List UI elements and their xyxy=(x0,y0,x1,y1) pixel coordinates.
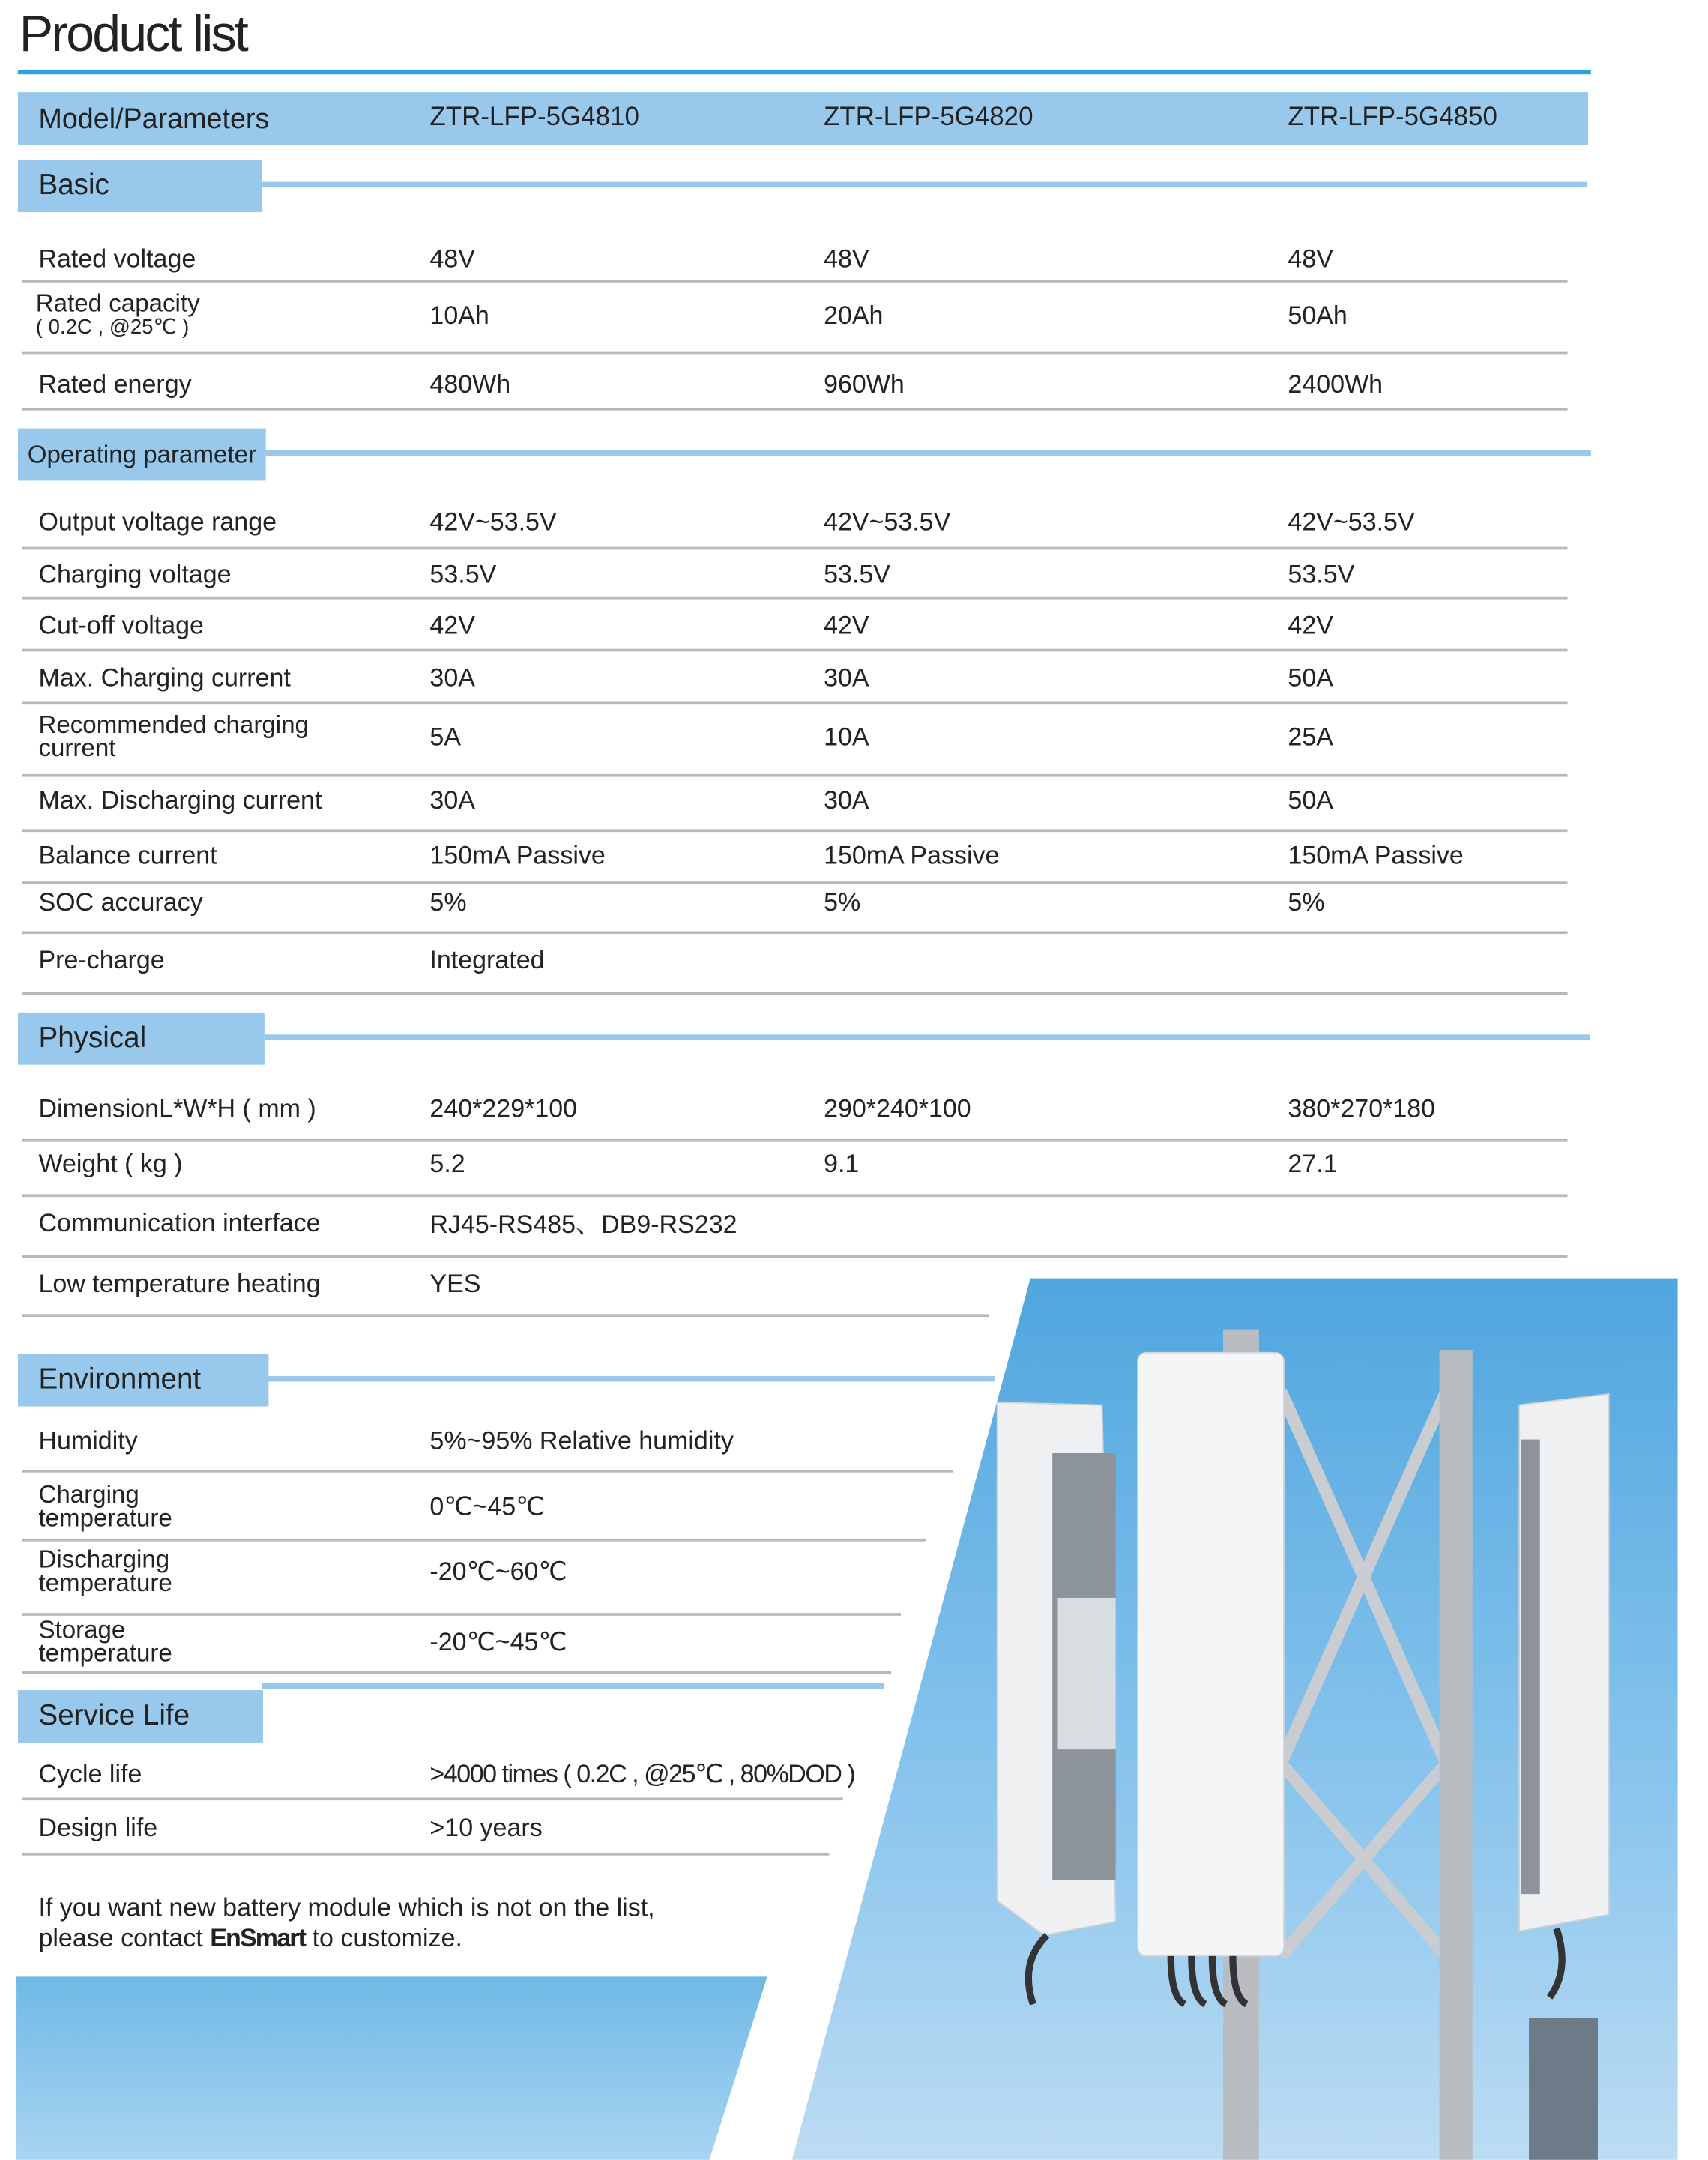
row-sublabel: ( 0.2C , @25℃ ) xyxy=(35,315,190,340)
row-value: 27.1 xyxy=(1288,1148,1338,1178)
row-label xyxy=(38,711,309,762)
row-label-text: Discharging xyxy=(38,1545,170,1573)
section-tab: Physical xyxy=(18,1013,265,1065)
section-tab: Service Life xyxy=(18,1690,263,1743)
row-label: DimensionL*W*H ( mm ) xyxy=(38,1093,316,1123)
row-label: Output voltage range xyxy=(38,507,277,536)
row-label: Charging voltage xyxy=(38,559,232,588)
row-value: 0℃~45℃ xyxy=(429,1491,545,1521)
row-value: 30A xyxy=(824,785,869,815)
header-model-1: ZTR-LFP-5G4810 xyxy=(429,103,639,133)
row-value: 42V xyxy=(824,610,869,639)
row-value: 10Ah xyxy=(429,300,489,330)
row-label: Low temperature heating xyxy=(38,1268,321,1298)
row-value: 960Wh xyxy=(824,369,905,399)
row-value: Integrated xyxy=(429,944,545,974)
row-value: 150mA Passive xyxy=(1288,840,1464,869)
row-value: 5% xyxy=(429,887,467,917)
row-value: 150mA Passive xyxy=(824,840,1000,869)
row-value: 10A xyxy=(824,722,869,751)
row-divider xyxy=(22,931,1567,933)
row-value: 50A xyxy=(1288,663,1333,692)
row-value: 50Ah xyxy=(1288,300,1348,330)
row-label xyxy=(35,289,200,340)
row-label xyxy=(38,1480,172,1532)
row-label: Balance current xyxy=(38,840,217,869)
row-divider xyxy=(22,881,1567,884)
row-divider xyxy=(22,1255,1567,1257)
brand-name: EnSmart xyxy=(210,1922,306,1952)
row-divider xyxy=(22,701,1567,703)
row-divider xyxy=(22,1613,901,1615)
section-divider xyxy=(262,182,1587,187)
row-divider xyxy=(22,352,1567,354)
tower-photo xyxy=(792,1279,1678,2160)
row-divider xyxy=(22,774,1567,776)
row-divider xyxy=(22,1671,891,1673)
row-value: 240*229*100 xyxy=(429,1093,578,1123)
footer-note xyxy=(38,1892,654,1953)
row-label xyxy=(38,1545,172,1597)
row-divider xyxy=(22,829,1567,831)
row-divider xyxy=(22,649,1567,651)
row-divider xyxy=(22,280,1567,282)
row-value: -20℃~60℃ xyxy=(429,1556,567,1586)
row-value: 9.1 xyxy=(824,1148,860,1178)
row-value: 150mA Passive xyxy=(429,840,606,869)
row-value: 30A xyxy=(429,785,475,815)
footer-text: please contact xyxy=(38,1922,211,1952)
row-sublabel: temperature xyxy=(38,1569,172,1597)
row-value: 50A xyxy=(1288,785,1333,815)
row-sublabel: temperature xyxy=(38,1639,172,1667)
row-label: Humidity xyxy=(38,1426,138,1455)
row-value: 48V xyxy=(429,244,475,273)
footer-line-2 xyxy=(38,1923,654,1953)
row-value: 42V~53.5V xyxy=(1288,507,1415,536)
row-value: 30A xyxy=(429,663,475,692)
row-label: Max. Discharging current xyxy=(38,785,322,815)
row-value: 5.2 xyxy=(429,1148,465,1178)
row-label-text: Storage xyxy=(38,1615,126,1644)
row-label: Design life xyxy=(38,1812,158,1842)
row-divider xyxy=(22,1194,1567,1196)
row-value: 53.5V xyxy=(1288,559,1355,588)
row-divider xyxy=(22,992,1567,994)
footer-line-1: If you want new battery module which is not on the list, xyxy=(38,1892,655,1922)
row-value: 53.5V xyxy=(824,559,890,588)
row-divider xyxy=(22,1797,842,1800)
row-value: 53.5V xyxy=(429,559,497,588)
row-value: RJ45-RS485、DB9-RS232 xyxy=(429,1209,737,1239)
page-title: Product list xyxy=(19,5,247,62)
row-label-text: Recommended charging xyxy=(38,711,309,739)
row-value: 5% xyxy=(1288,887,1325,917)
row-value: >4000 times ( 0.2C , @25℃ , 80%DOD ) xyxy=(429,1758,855,1788)
row-value: 42V xyxy=(1288,610,1333,639)
row-value: 48V xyxy=(1288,244,1333,273)
row-value: 290*240*100 xyxy=(824,1093,971,1123)
section-tab: Basic xyxy=(18,160,262,212)
row-value: >10 years xyxy=(429,1812,543,1842)
row-label xyxy=(38,1615,172,1667)
row-label: SOC accuracy xyxy=(38,887,203,917)
row-divider xyxy=(22,1539,926,1541)
row-value: 480Wh xyxy=(429,369,511,399)
section-divider xyxy=(265,1034,1590,1040)
row-divider xyxy=(22,1314,989,1316)
section-tab: Operating parameter xyxy=(18,429,266,481)
row-sublabel: current xyxy=(38,734,116,762)
row-value: 5% xyxy=(824,887,861,917)
row-label: Pre-charge xyxy=(38,944,165,974)
row-value: -20℃~45℃ xyxy=(429,1626,567,1656)
sky-photo-bottom-left xyxy=(16,1976,767,2159)
row-value: 42V xyxy=(429,610,475,639)
row-divider xyxy=(22,1470,953,1472)
header-model-3: ZTR-LFP-5G4850 xyxy=(1288,103,1497,133)
row-label: Rated energy xyxy=(38,369,192,399)
row-value: 42V~53.5V xyxy=(429,507,557,536)
row-divider xyxy=(22,408,1567,410)
row-divider xyxy=(22,547,1567,549)
header-model-2: ZTR-LFP-5G4820 xyxy=(824,103,1033,133)
section-divider xyxy=(268,1376,995,1381)
row-label: Rated voltage xyxy=(38,244,196,273)
row-sublabel: temperature xyxy=(38,1503,172,1532)
row-label-text: Rated capacity xyxy=(35,289,200,317)
section-divider xyxy=(266,450,1591,456)
footer-text: to customize. xyxy=(305,1922,462,1952)
row-label: Cut-off voltage xyxy=(38,610,204,639)
row-value: 42V~53.5V xyxy=(824,507,951,536)
row-value: 5%~95% Relative humidity xyxy=(429,1426,734,1455)
row-divider xyxy=(22,1139,1567,1141)
row-value: 380*270*180 xyxy=(1288,1093,1436,1123)
row-value: 2400Wh xyxy=(1288,369,1383,399)
row-value: 30A xyxy=(824,663,869,692)
row-label: Weight ( kg ) xyxy=(38,1148,183,1178)
row-divider xyxy=(22,1853,829,1855)
row-value: 48V xyxy=(824,244,869,273)
row-label-text: Charging xyxy=(38,1480,139,1509)
row-label: Communication interface xyxy=(38,1207,321,1237)
row-value: 25A xyxy=(1288,722,1333,751)
row-value: YES xyxy=(429,1268,481,1298)
section-divider xyxy=(262,1683,884,1689)
header-label: Model/Parameters xyxy=(38,103,270,136)
row-label: Cycle life xyxy=(38,1758,142,1788)
row-divider xyxy=(22,597,1567,599)
row-value: 5A xyxy=(429,722,462,751)
row-value: 20Ah xyxy=(824,300,884,330)
section-tab: Environment xyxy=(18,1354,268,1407)
row-label: Max. Charging current xyxy=(38,663,291,692)
